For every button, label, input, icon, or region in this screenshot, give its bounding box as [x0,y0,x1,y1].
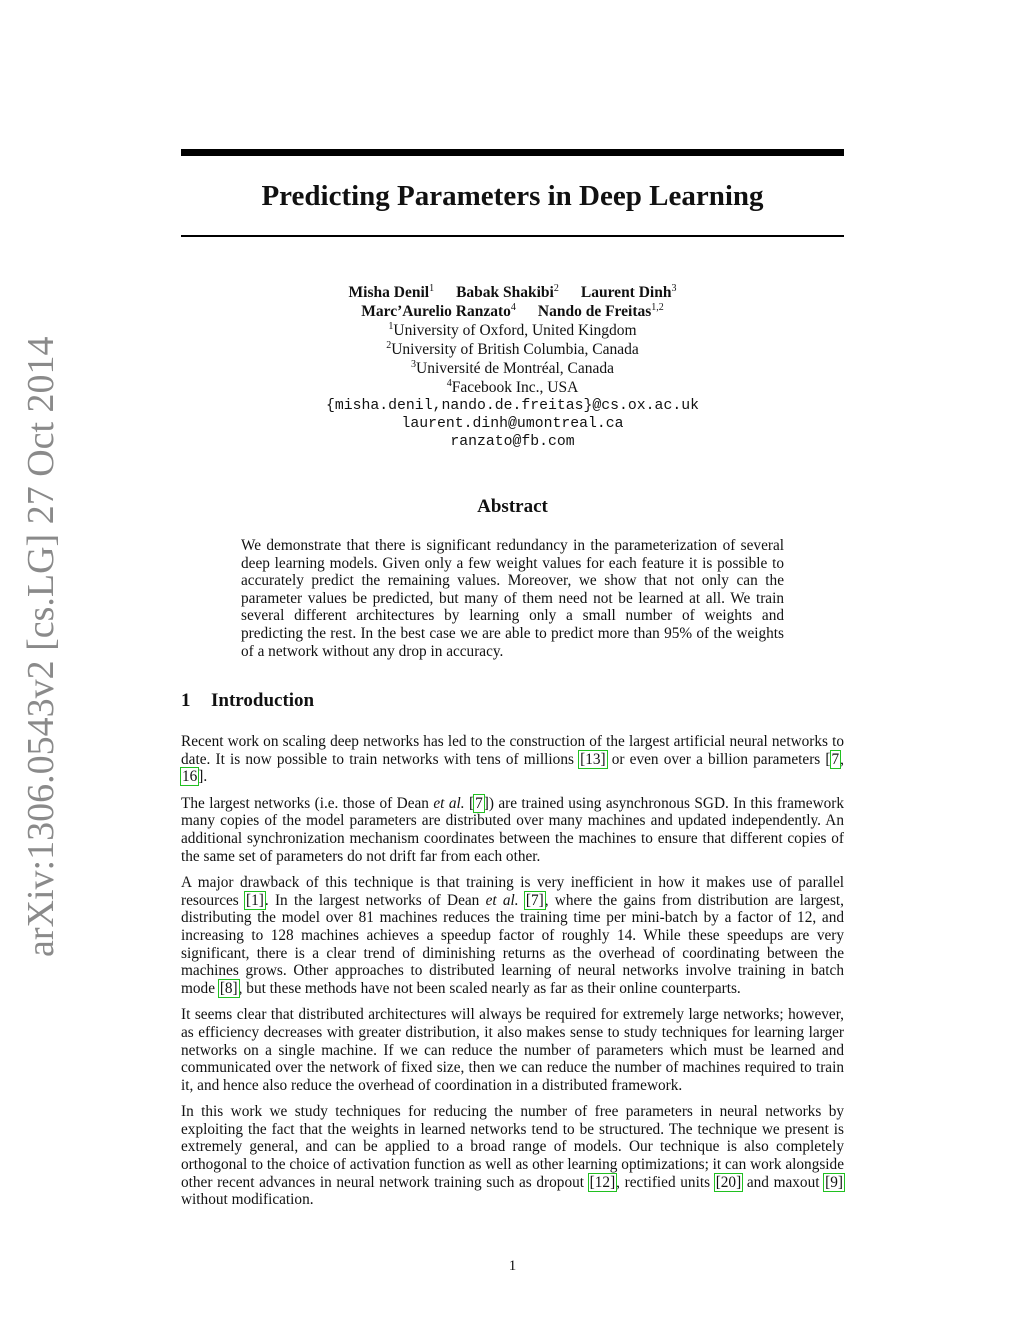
affiliation [181,321,844,340]
affiliation-text: Université de Montréal, Canada [416,360,614,377]
affiliation [181,359,844,378]
affiliation-text: University of British Columbia, Canada [391,341,639,358]
author-name: Marc’Aurelio Ranzato [361,303,511,320]
author-name: Babak Shakibi [456,284,554,301]
author-affil-mark: 1 [429,283,435,294]
paragraph: It seems clear that distributed architectures will always be required for extremely large networks; however, as efficiency decreases with greater distribution, it also makes sense to study techniques for learning larger networks on a single machine. If we can reduce the number of parameters which must be learned and communicated over the network of fixed size, then we can reduce the number of machines required to train it, and hence also reduce the overhead of coordination in a distributed framework. [181,1006,844,1094]
affiliation-mark: 4 [446,378,452,389]
citation-link[interactable]: 16 [182,768,198,786]
emphasis: et al. [433,794,465,812]
citation-link[interactable]: [7] [525,891,544,909]
affiliation-text: Facebook Inc., USA [451,379,579,396]
paragraph: The largest networks (i.e. those of Dean et al. [7]) are trained using asynchronous SGD. In this framework many copies of the model parameters are distributed over many machines and updated independently. An additional synchronization mechanism coordinates between the machines to ensure that different copies of the same set of parameters do not drift far from each other. [181,794,845,865]
author-affil-mark: 4 [510,302,516,313]
abstract-text: We demonstrate that there is significant redundancy in the parameterization of several deep learning models. Given only a few weight values for each feature it is possible to accurately predict the remaining values. Moreover, we show that not only can the parameter values be predicted, but many of them need not be learned at all. We train several different architectures by learning only a small number of weights and predicting the rest. In the best case we are able to predict more than 95% of the weights of a network without any drop in accuracy. [241,537,784,660]
citation-link[interactable]: [1] [246,891,264,909]
introduction-body [181,733,844,1218]
affiliation-mark: 2 [386,340,392,351]
page-number: 1 [508,1258,517,1274]
citation-link[interactable]: [9] [825,1173,843,1191]
affiliation-mark: 1 [388,321,394,332]
author-row-1 [181,283,844,302]
section-heading [181,689,844,713]
author-name: Nando de Freitas [537,303,652,320]
emphasis: et al. [485,891,519,909]
affiliation-text: University of Oxford, United Kingdom [393,322,637,339]
citation-link[interactable]: [8] [219,979,238,997]
citation-link[interactable]: [20] [715,1173,742,1191]
citation-link[interactable]: 7 [475,794,483,812]
citation-link[interactable]: 7 [831,750,840,768]
author-affil-mark: 3 [671,283,677,294]
author-affil-mark: 2 [553,283,559,294]
email-address: laurent.dinh@umontreal.ca [401,416,624,432]
paragraph: Recent work on scaling deep networks has led to the construction of the largest artificial neural networks to date. It is now possible to train networks with tens of millions [13] or even over a billion parameters [7, 16]. [181,733,844,786]
affiliation [181,378,844,397]
paragraph: In this work we study techniques for reducing the number of free parameters in neural networks by exploiting the fact that the weights in learned networks tend to be structured. The technique we present is extremely general, and can be applied to a broad range of models. Our technique is also completely orthogonal to the choice of activation function as well as other learning optimizations; it can work alongside other recent advances in neural network training such as dropout [12], rectified units [20] and maxout [9] without modification. [181,1103,844,1209]
section-number: 1 [181,690,191,711]
email-address: ranzato@fb.com [450,434,575,450]
title-rule-bottom [181,235,844,237]
abstract-heading: Abstract [477,496,548,517]
author-affil-mark: 1,2 [651,302,664,313]
email-address: {misha.denil,nando.de.freitas}@cs.ox.ac.uk [326,398,699,414]
author-row-2 [181,302,844,321]
affiliation-mark: 3 [411,359,416,370]
citation-link[interactable]: [13] [580,750,606,768]
paragraph: A major drawback of this technique is that training is very inefficient in how it makes use of parallel resources [1]. In the largest networks of Dean et al. [7], where the gains from distribution are largest, distributing the model over 81 machines reduces the training time per mini-batch by a factor of 12, and increasing to 128 machines achieves a speedup factor of roughly 14. While these speedups are very significant, there is a clear trend of diminishing returns as the overhead of coordinating between the machines grows. Other approaches to distributed learning of neural networks involve training in batch mode [8], but these methods have not been scaled nearly as far as their online counterparts. [181,874,844,997]
paper-title: Predicting Parameters in Deep Learning [261,180,764,212]
author-name: Misha Denil [348,284,430,301]
arxiv-identifier: arXiv:1306.0543v2 [cs.LG] 27 Oct 2014 [20,336,62,957]
affiliation [181,340,844,359]
section-title: Introduction [211,690,315,711]
author-block [181,283,844,451]
author-name: Laurent Dinh [580,284,672,301]
citation-link[interactable]: [12] [589,1173,616,1191]
title-rule-top [181,149,844,156]
